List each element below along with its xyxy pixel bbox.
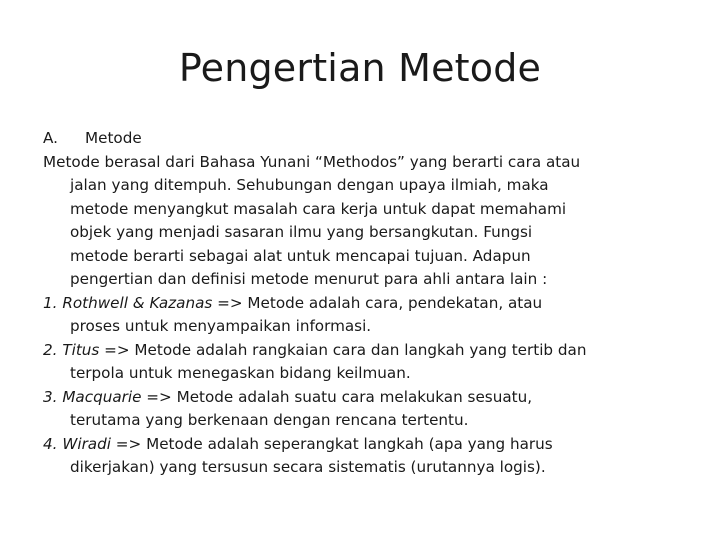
definition-text: => Metode adalah cara, pendekatan, atau (212, 293, 543, 312)
definition-number: 4. (43, 434, 58, 453)
intro-line: Metode berasal dari Bahasa Yunani “Methodos” yang berarti cara atau (43, 152, 581, 171)
intro-line: jalan yang ditempuh. Sehubungan dengan upaya ilmiah, maka (70, 176, 549, 194)
intro-line: objek yang menjadi sasaran ilmu yang bersangkutan. Fungsi (70, 223, 533, 241)
definition-author: Wiradi (62, 434, 111, 453)
slide-content (43, 127, 679, 480)
definition-item-2 (43, 339, 679, 386)
intro-line: metode menyangkut masalah cara kerja untuk dapat memahami (70, 199, 567, 218)
definition-number: 2. (43, 340, 58, 359)
definition-text: => Metode adalah seperangkat langkah (apa yang harus (110, 434, 553, 453)
definition-author: Titus (62, 340, 100, 359)
definition-number: 3. (43, 387, 58, 406)
definition-text-cont: dikerjakan) yang tersusun secara sistematis (urutannya logis). (70, 458, 546, 476)
section-heading (43, 127, 679, 151)
definition-author: Rothwell & Kazanas (62, 293, 213, 312)
definition-number: 1. (43, 293, 58, 312)
definition-item-1 (43, 292, 679, 339)
intro-line: metode berarti sebagai alat untuk mencapai tujuan. Adapun (70, 246, 531, 265)
slide-title: Pengertian Metode (178, 46, 542, 90)
definition-text-cont: proses untuk menyampaikan informasi. (70, 317, 372, 335)
intro-line: pengertian dan definisi metode menurut para ahli antara lain : (70, 270, 548, 288)
definition-text-cont: terpola untuk menegaskan bidang keilmuan. (70, 364, 411, 382)
section-marker: A. (43, 129, 58, 147)
definition-item-4 (43, 433, 679, 480)
section-heading-text: Metode (85, 129, 142, 147)
definition-text: => Metode adalah rangkaian cara dan langkah yang tertib dan (99, 340, 587, 359)
intro-paragraph (43, 151, 679, 292)
definition-author: Macquarie (62, 387, 142, 406)
definition-text-cont: terutama yang berkenaan dengan rencana tertentu. (70, 411, 469, 429)
definition-text: => Metode adalah suatu cara melakukan sesuatu, (141, 387, 533, 406)
definition-item-3 (43, 386, 679, 433)
